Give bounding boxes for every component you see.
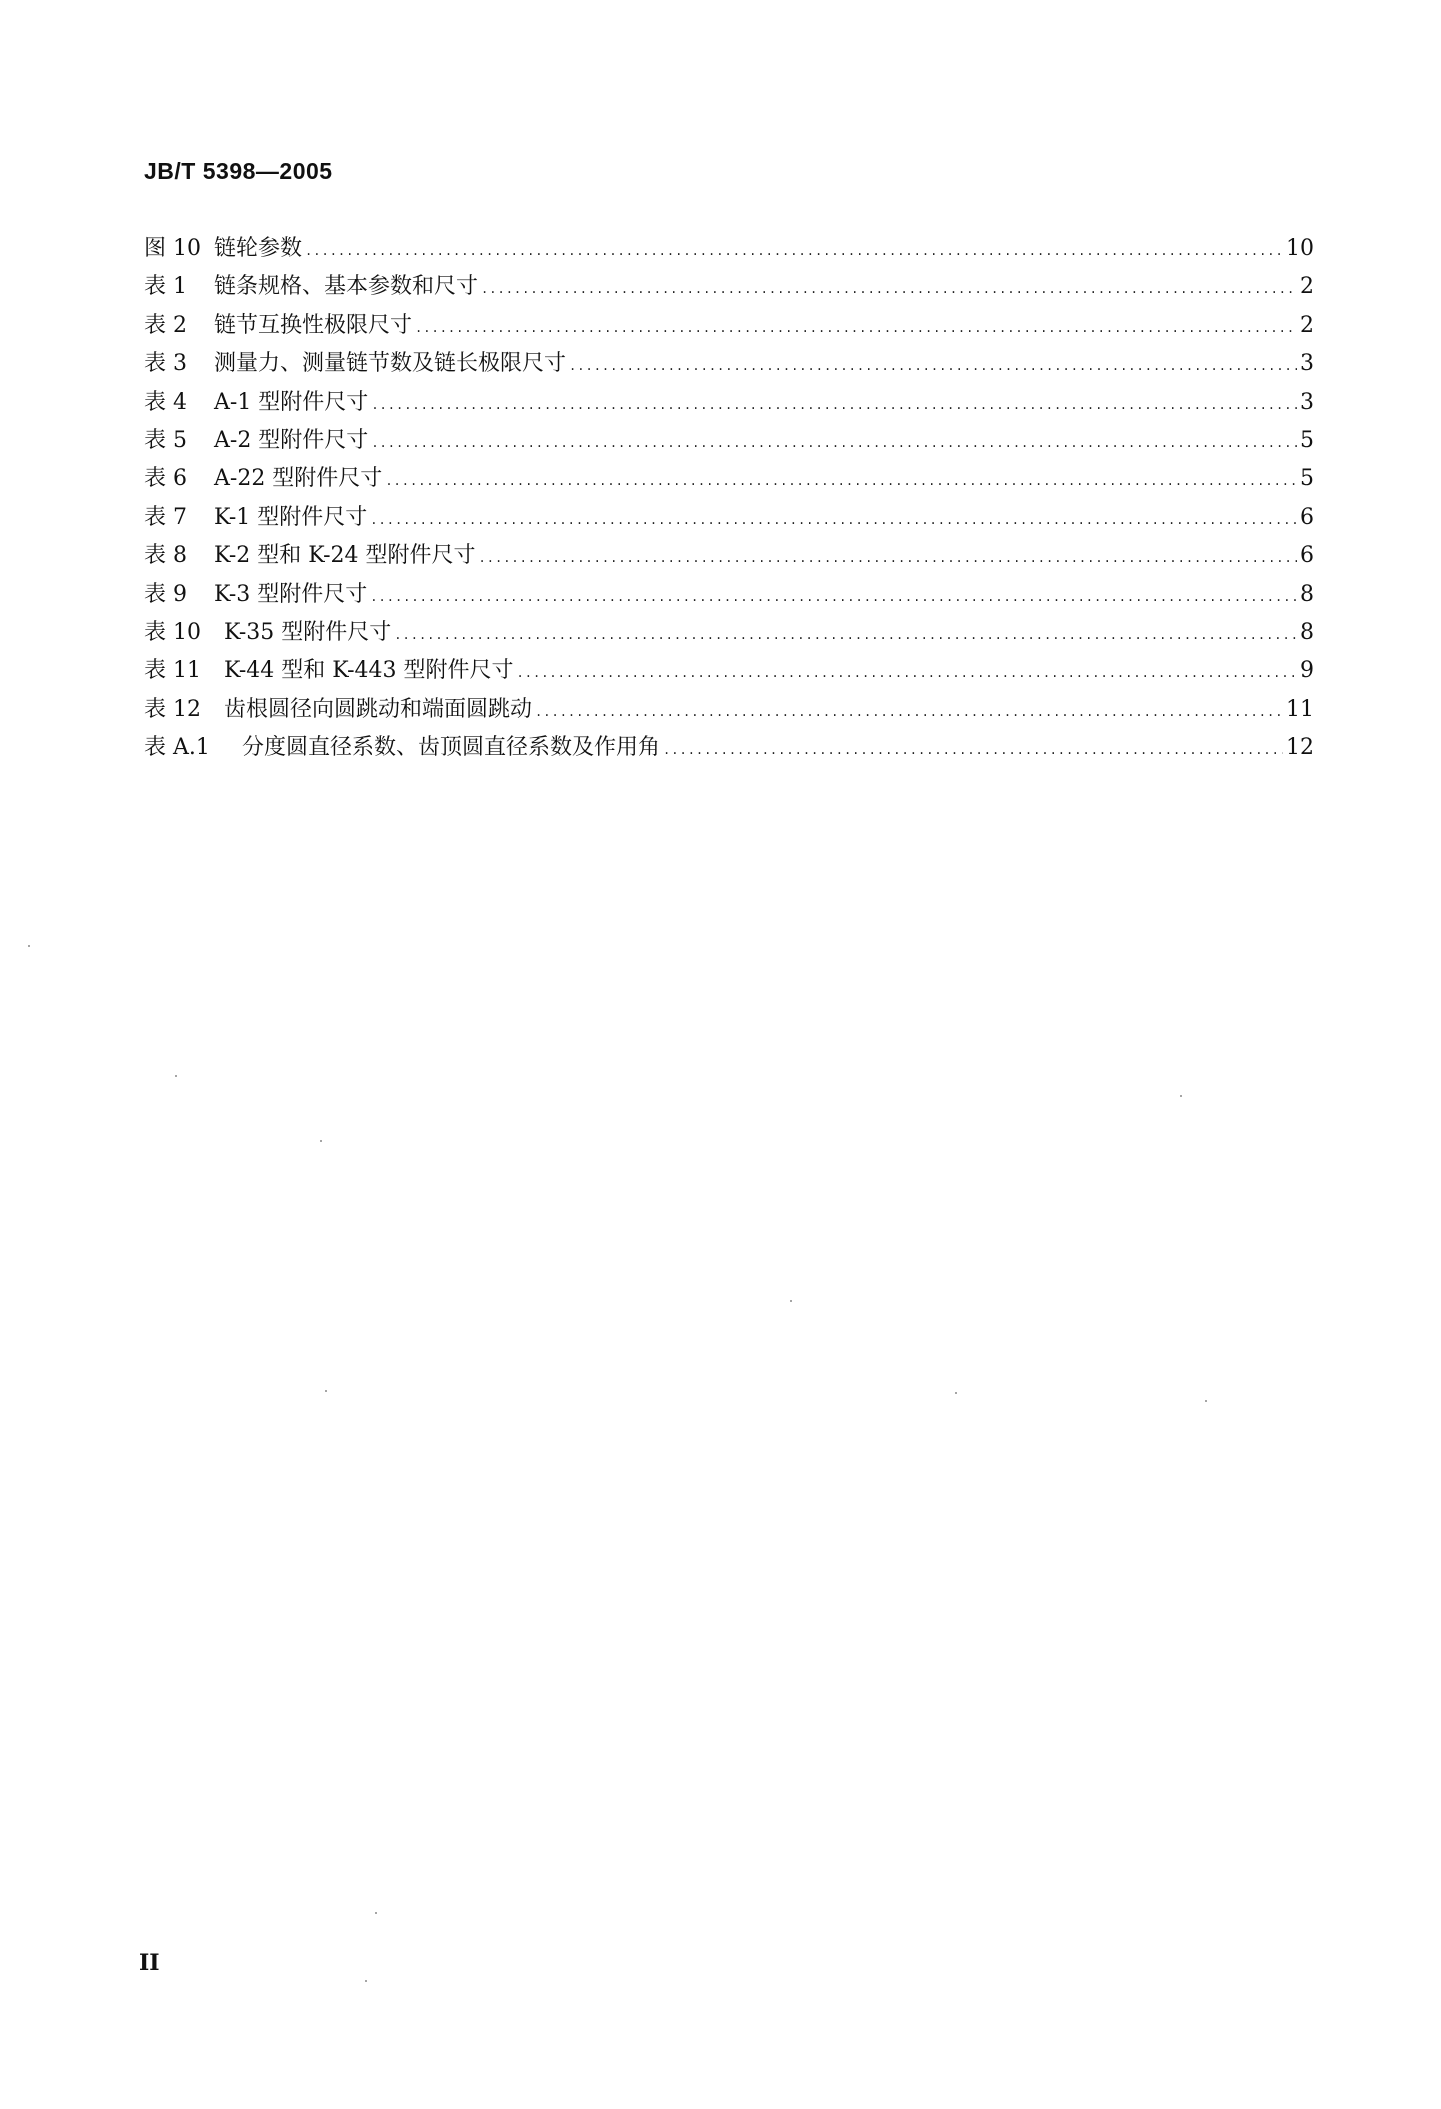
toc-leader (370, 578, 1297, 616)
toc-entry-label: 表 10 (144, 619, 201, 645)
toc-entry[interactable] (144, 345, 1314, 383)
page-number: II (139, 1950, 160, 1976)
toc-entry-page: 8 (1300, 581, 1314, 607)
toc-leader (415, 309, 1297, 347)
scan-speck (790, 1300, 792, 1302)
toc-entry-title: A-1 型附件尺寸 (214, 389, 369, 415)
toc-entry[interactable] (144, 307, 1314, 345)
toc-entry-page: 9 (1300, 658, 1314, 684)
toc-leader (385, 462, 1297, 500)
scan-speck (365, 1980, 367, 1982)
toc-entry-page: 12 (1286, 735, 1314, 761)
toc-entry-page: 8 (1300, 619, 1314, 645)
scan-speck (1180, 1095, 1182, 1097)
toc-entry[interactable] (144, 652, 1314, 690)
toc-entry[interactable] (144, 576, 1314, 614)
toc-entry-label: 表 8 (144, 543, 187, 569)
toc-entry[interactable] (144, 268, 1314, 306)
toc-entry-title: K-44 型和 K-443 型附件尺寸 (224, 658, 514, 684)
toc-entry[interactable] (144, 230, 1314, 268)
toc-entry-page: 11 (1286, 696, 1314, 722)
toc-leader (663, 731, 1283, 769)
toc-entry[interactable] (144, 691, 1314, 729)
toc-entry-page: 10 (1286, 236, 1314, 261)
toc-entry-label: 表 4 (144, 389, 187, 415)
toc-entry-title: 分度圆直径系数、齿顶圆直径系数及作用角 (242, 735, 661, 761)
document-number: JB/T 5398—2005 (144, 158, 333, 184)
toc-entry-title: K-2 型和 K-24 型附件尺寸 (214, 543, 476, 569)
toc-entry-label: 表 12 (144, 696, 201, 722)
toc-entry-title: 测量力、测量链节数及链长极限尺寸 (214, 351, 567, 377)
toc-entry-title: A-22 型附件尺寸 (214, 466, 383, 492)
scan-speck (28, 945, 30, 947)
toc-entry-label: 表 7 (144, 504, 187, 530)
toc-leader (305, 232, 1283, 270)
toc-entry-page: 3 (1300, 389, 1314, 415)
toc-leader (479, 539, 1297, 577)
toc-entry-page: 3 (1300, 351, 1314, 377)
scan-speck (955, 1392, 957, 1394)
toc-entry-page: 5 (1300, 427, 1314, 453)
toc-entry-label: 图 10 (144, 236, 201, 261)
toc-leader (370, 501, 1297, 539)
toc-entry-title: 链节互换性极限尺寸 (214, 312, 413, 338)
toc-entry-title: 链条规格、基本参数和尺寸 (214, 274, 479, 300)
toc-entry-page: 2 (1300, 312, 1314, 338)
toc-leader (569, 347, 1297, 385)
scan-speck (375, 1912, 377, 1914)
scan-speck (320, 1140, 322, 1142)
scan-speck (325, 1390, 327, 1392)
toc-entry-title: 齿根圆径向圆跳动和端面圆跳动 (224, 696, 533, 722)
toc-entry[interactable] (144, 729, 1314, 767)
toc-entry-label: 表 2 (144, 312, 187, 338)
toc-leader (371, 386, 1297, 424)
toc-entry[interactable] (144, 460, 1314, 498)
toc-leader (535, 693, 1283, 731)
toc-entry-label: 表 1 (144, 274, 187, 300)
toc-entry-title: K-1 型附件尺寸 (214, 504, 368, 530)
toc-entry-page: 6 (1300, 504, 1314, 530)
toc-entry-page: 2 (1300, 274, 1314, 300)
toc-entry-title: A-2 型附件尺寸 (214, 427, 369, 453)
toc-entry-title: 链轮参数 (214, 236, 303, 261)
toc-leader (371, 424, 1297, 462)
toc-entry-label: 表 9 (144, 581, 187, 607)
toc-entry[interactable] (144, 384, 1314, 422)
table-of-contents (144, 230, 1314, 767)
toc-entry[interactable] (144, 499, 1314, 537)
toc-entry[interactable] (144, 614, 1314, 652)
toc-entry-title: K-35 型附件尺寸 (224, 619, 392, 645)
toc-leader (394, 616, 1297, 654)
scan-speck (1205, 1400, 1207, 1402)
toc-leader (481, 270, 1297, 308)
scan-speck (175, 1075, 177, 1077)
toc-leader (517, 654, 1297, 692)
toc-entry-label: 表 5 (144, 427, 187, 453)
toc-entry-label: 表 3 (144, 351, 187, 377)
toc-entry-page: 6 (1300, 543, 1314, 569)
toc-entry[interactable] (144, 537, 1314, 575)
toc-entry-label: 表 6 (144, 466, 187, 492)
toc-entry-title: K-3 型附件尺寸 (214, 581, 368, 607)
toc-entry[interactable] (144, 422, 1314, 460)
toc-entry-label: 表 11 (144, 658, 201, 684)
toc-entry-label: 表 A.1 (144, 735, 210, 761)
toc-entry-page: 5 (1300, 466, 1314, 492)
